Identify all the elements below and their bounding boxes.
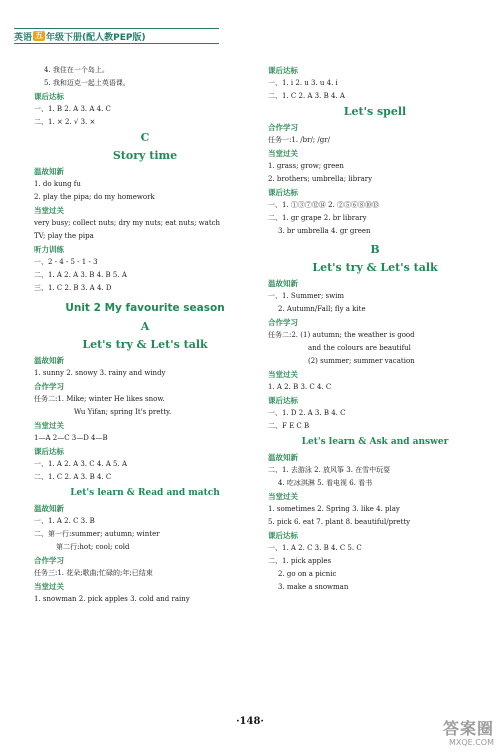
lesson-heading: Let's learn & Read and match <box>70 488 220 498</box>
section-label: 课后达标 <box>34 92 64 101</box>
answer-line: 任务二:1. Mike; winter He likes snow. <box>34 395 165 403</box>
watermark-domain: MXQE.COM <box>448 738 494 747</box>
answer-line: 任务一:1. /br/; /gr/ <box>268 136 330 144</box>
answer-line: Wu Yifan; spring It's pretty. <box>74 408 172 416</box>
answer-line: 3. make a snowman <box>278 583 349 591</box>
answer-line: 1. do kung fu <box>34 180 81 188</box>
part-heading: A <box>140 320 150 333</box>
left-column <box>34 64 256 606</box>
answer-line: 一、1. A 2. C 3. B 4. C 5. C <box>268 544 362 552</box>
answer-line: 一、1. A 2. C 3. B <box>34 517 95 525</box>
section-label: 课后达标 <box>268 396 298 405</box>
lesson-heading: Let's learn & Ask and answer <box>301 437 449 447</box>
watermark-logo-text: 答案圈 <box>442 719 494 738</box>
answer-line: 1. grass; grow; green <box>268 162 344 170</box>
section-label: 温故知新 <box>34 167 64 176</box>
section-label: 当堂过关 <box>34 421 64 430</box>
answer-line: 二、1. C 2. A 3. B 4. A <box>268 92 345 100</box>
header-rest: 年级下册(配人教PEP版) <box>46 32 146 43</box>
section-label: 当堂过关 <box>268 149 298 158</box>
answer-line: and the colours are beautiful <box>308 344 411 352</box>
answer-line: 二、F E C B <box>268 422 310 430</box>
part-heading: B <box>370 243 380 256</box>
answer-line: 第二行:hot; cool; cold <box>56 543 130 551</box>
running-header <box>14 28 219 44</box>
section-label: 课后达标 <box>268 66 298 75</box>
answer-line: 一、1. A 2. A 3. C 4. A 5. A <box>34 460 127 468</box>
answer-line: 1. snowman 2. pick apples 3. cold and rainy <box>34 595 190 603</box>
unit-heading: Unit 2 My favourite season <box>65 302 225 314</box>
section-label: 课后达标 <box>34 447 64 456</box>
answer-line: 2. go on a picnic <box>278 570 337 578</box>
answer-line: 1. sunny 2. snowy 3. rainy and windy <box>34 369 166 377</box>
answer-line: 二、1. pick apples <box>268 557 332 565</box>
answer-line: 4. 我住在一个岛上。 <box>44 66 109 74</box>
answer-line: 任务二:2. (1) autumn; the weather is good <box>268 331 415 339</box>
answer-line: 4. 吃冰淇淋 5. 看电视 6. 看书 <box>278 479 373 487</box>
section-label: 温故知新 <box>268 279 298 288</box>
lesson-heading: Let's try & Let's talk <box>82 338 208 351</box>
answer-line: 5. pick 6. eat 7. plant 8. beautiful/pretty <box>268 518 411 526</box>
answer-line: 二、第一行:summer; autumn; winter <box>34 530 160 538</box>
page-number: ·148· <box>236 716 264 727</box>
answer-line: (2) summer; summer vacation <box>308 357 415 365</box>
answer-line: 1. A 2. B 3. C 4. C <box>268 383 332 391</box>
site-watermark <box>418 720 494 750</box>
answer-line: 二、1. C 2. A 3. B 4. C <box>34 473 112 481</box>
answer-line: 任务三:1. 花朵;歌曲;忙碌的;年;已结束 <box>34 569 153 577</box>
right-column <box>268 64 482 594</box>
answer-line: 二、1. gr grape 2. br library <box>268 214 367 222</box>
section-label: 温故知新 <box>34 504 64 513</box>
section-label: 当堂过关 <box>34 582 64 591</box>
section-label: 当堂过关 <box>268 492 298 501</box>
answer-line: 一、1. B 2. A 3. A 4. C <box>34 105 111 113</box>
answer-line: 2. Autumn/Fall; fly a kite <box>278 305 366 313</box>
answer-line: very busy; collect nuts; dry my nuts; eat nuts; watch <box>34 219 221 227</box>
answer-line: 2. brothers; umbrella; library <box>268 175 373 183</box>
section-label: 听力训练 <box>34 245 64 254</box>
section-label: 当堂过关 <box>34 206 64 215</box>
answer-line: 1. sometimes 2. Spring 3. like 4. play <box>268 505 400 513</box>
answer-line: 二、1. 去游泳 2. 放风筝 3. 在雪中玩耍 <box>268 466 391 474</box>
answer-line: 3. br umbrella 4. gr green <box>278 227 371 235</box>
section-label: 合作学习 <box>268 123 298 132</box>
answer-line: 二、1. A 2. A 3. B 4. B 5. A <box>34 271 127 279</box>
answer-line: 二、1. × 2. √ 3. × <box>34 118 96 126</box>
answer-line: 5. 我和迈克一起上英语课。 <box>44 79 130 87</box>
answer-line: 一、1. ①③⑦⑫⑭ 2. ②⑤⑥⑧⑩⑬ <box>268 201 380 209</box>
section-label: 合作学习 <box>34 556 64 565</box>
lesson-heading: Let's try & Let's talk <box>312 261 438 274</box>
part-heading: C <box>140 131 150 144</box>
answer-line: TV; play the pipa <box>34 232 94 240</box>
answer-line: 一、1. Summer; swim <box>268 292 345 300</box>
answer-line: 一、2 - 4 - 5 - 1 - 3 <box>34 258 98 266</box>
answer-line: 三、1. C 2. B 3. A 4. D <box>34 284 112 292</box>
header-subject: 英语 <box>14 32 33 43</box>
section-label: 课后达标 <box>268 188 298 197</box>
section-label: 温故知新 <box>34 356 64 365</box>
answer-line: 1—A 2—C 3—D 4—B <box>34 434 108 442</box>
section-label: 课后达标 <box>268 531 298 540</box>
section-label: 温故知新 <box>268 453 298 462</box>
answer-line: 2. play the pipa; do my homework <box>34 193 155 201</box>
lesson-heading: Let's spell <box>343 105 407 118</box>
section-label: 合作学习 <box>268 318 298 327</box>
section-label: 合作学习 <box>34 382 64 391</box>
answer-line: 一、1. D 2. A 3. B 4. C <box>268 409 346 417</box>
answer-line: 一、1. i 2. u 3. u 4. i <box>268 79 338 87</box>
lesson-heading: Story time <box>112 149 178 162</box>
header-grade-badge: 五 <box>35 31 44 40</box>
section-label: 当堂过关 <box>268 370 298 379</box>
